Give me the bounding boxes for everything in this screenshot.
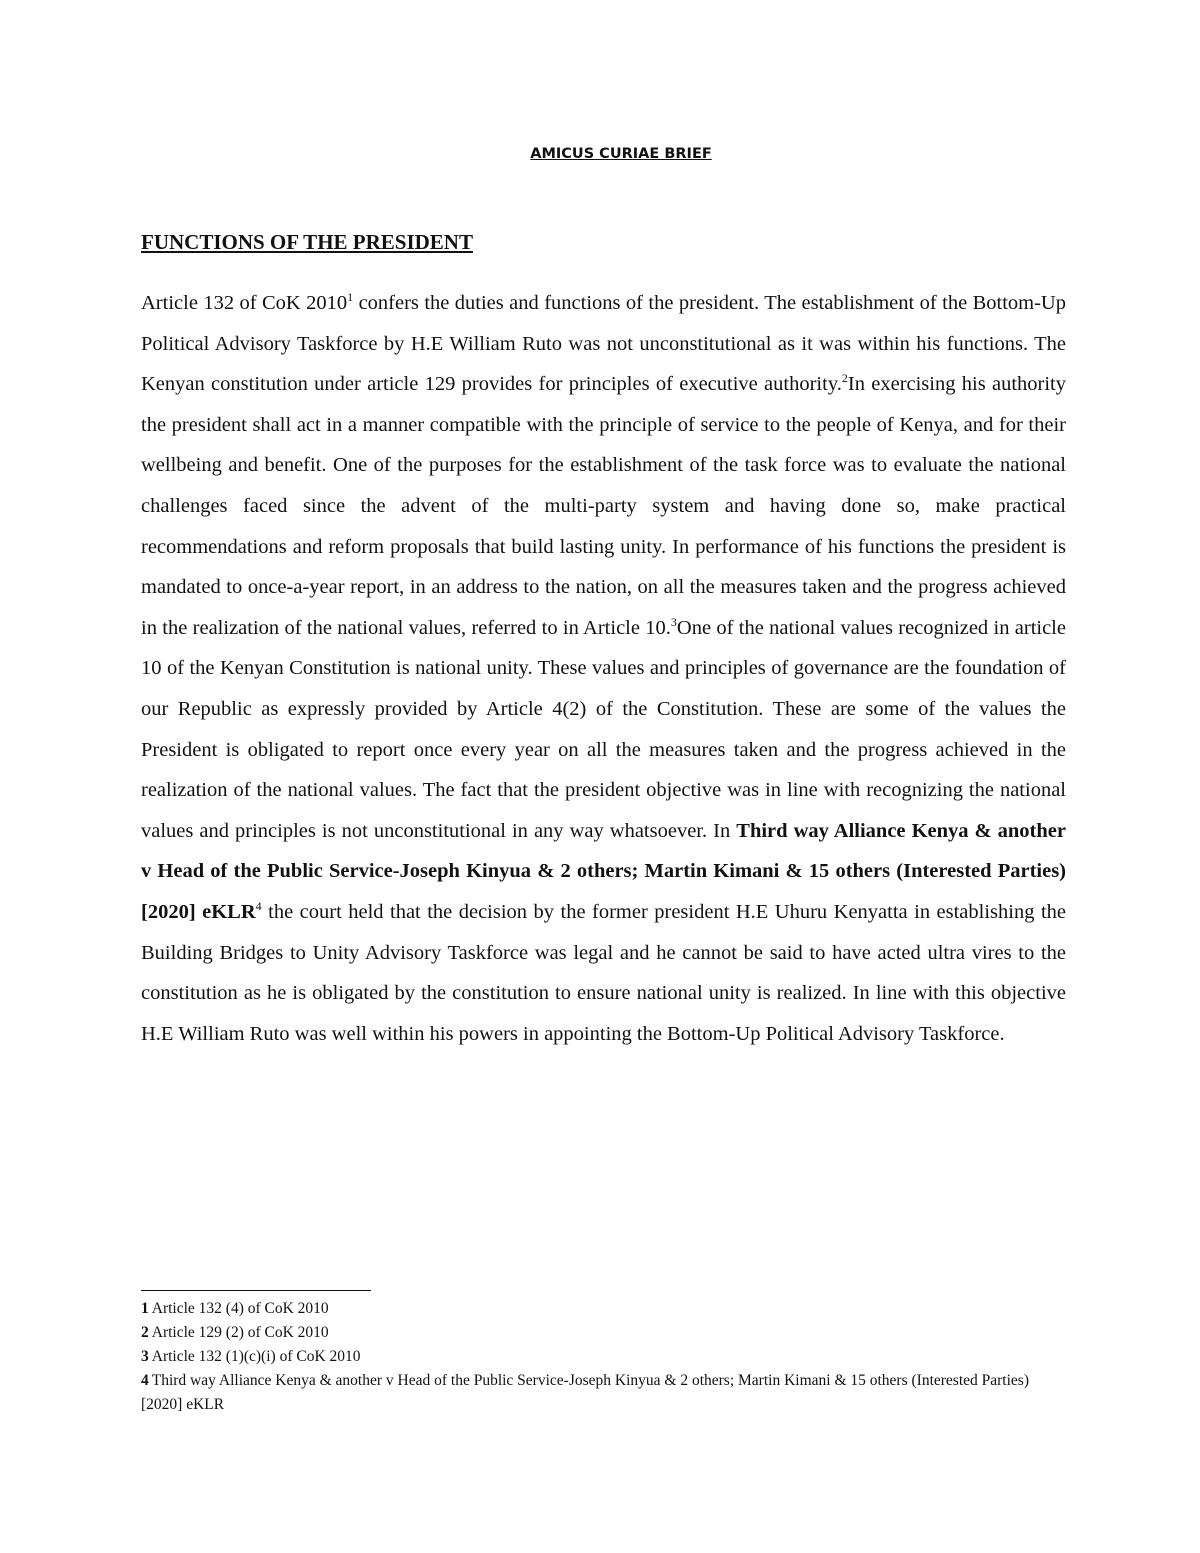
footnote-text: Third way Alliance Kenya & another v Head of the Public Service-Joseph Kinyua & 2 others; Martin Kimani & 15 others (Interested Parties) [2020] eKLR [141,1372,1029,1413]
section-heading: FUNCTIONS OF THE PRESIDENT [141,230,473,254]
footnote-text: Article 129 (2) of CoK 2010 [151,1324,329,1341]
footnote-ref-4[interactable]: 4 [255,899,262,914]
footnote-3 [141,1345,1041,1369]
footnotes [141,1297,1041,1417]
footnote-number: 3 [141,1348,149,1365]
paragraph-text-1: Article 132 of CoK 2010 [141,292,348,314]
footnote-2 [141,1321,1041,1345]
paragraph-text-3: In exercising his authority the president shall act in a manner compatible with the principle of service to the people of Kenya, and for their wellbeing and benefit. One of the purposes for the establishment of the task force was to evaluate the national challenges faced since the advent of the multi-party system and having done so, make practical recommendations and reform proposals that build lasting unity. In performance of his functions the president is mandated to once-a-year report, in an address to the nation, on all the measures taken and the progress achieved in the realization of the national values, referred to in Article 10. [141,373,1067,639]
footnote-number: 1 [141,1300,149,1317]
footnote-ref-3[interactable]: 3 [670,614,677,629]
body-paragraph [141,283,1066,1054]
footnote-number: 2 [141,1324,149,1341]
footnote-separator [141,1290,371,1291]
footnote-4 [141,1369,1041,1417]
paragraph-text-4: One of the national values recognized in article 10 of the Kenyan Constitution is national unity. These values and principles of governance are the foundation of our Republic as expressly provided by Article 4(2) of the Constitution. These are some of the values the President is obligated to report once every year on all the measures taken and the progress achieved in the realization of the national values. The fact that the president objective was in line with recognizing the national values and principles is not unconstitutional in any way whatsoever. In [141,616,1066,842]
case-citation: Third way Alliance Kenya & another v Head of the Public Service-Joseph Kinyua & 2 others; Martin Kimani & 15 others (Interested Parties) [2020] eKLR [141,819,1066,923]
paragraph-text-2: confers the duties and functions of the president. The establishment of the Bottom-Up Political Advisory Taskforce by H.E William Ruto was not unconstitutional as it was within his functions. The Kenyan constitution under article 129 provides for principles of executive authority. [141,292,1066,396]
footnote-ref-1[interactable]: 1 [347,290,354,305]
document-title: AMICUS CURIAE BRIEF [530,146,712,162]
footnote-number: 4 [141,1372,149,1389]
footnote-1 [141,1297,1041,1321]
paragraph-text-5: the court held that the decision by the former president H.E Uhuru Kenyatta in establishing the Building Bridges to Unity Advisory Taskforce was legal and he cannot be said to have acted ultra vires to the constitution as he is obligated by the constitution to ensure national unity is realized. In line with this objective H.E William Ruto was well within his powers in appointing the Bottom-Up Political Advisory Taskforce. [141,900,1066,1045]
footnote-text: Article 132 (1)(c)(i) of CoK 2010 [151,1348,361,1365]
footnote-ref-2[interactable]: 2 [841,371,848,386]
footnote-text: Article 132 (4) of CoK 2010 [151,1300,329,1317]
